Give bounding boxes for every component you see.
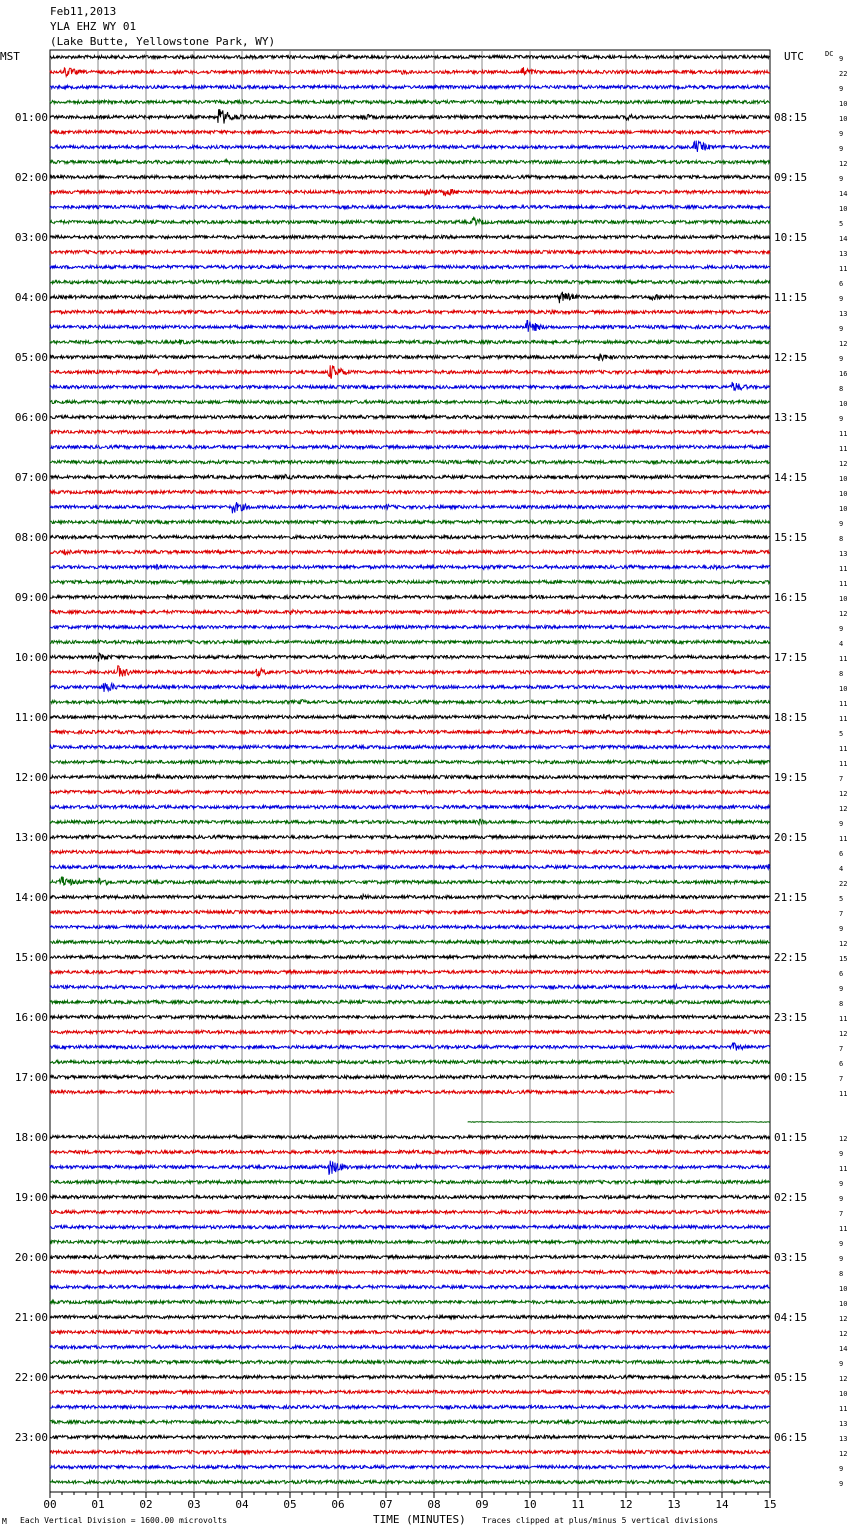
utc-hour-label: 01:15 xyxy=(774,1131,808,1144)
dc-offset-value: 15 xyxy=(839,955,848,963)
x-tick-label: 10 xyxy=(523,1498,537,1511)
trace-line xyxy=(50,666,770,677)
trace-line xyxy=(50,805,770,808)
trace-line xyxy=(50,1240,770,1243)
utc-hour-label: 03:15 xyxy=(774,1251,808,1264)
dc-offset-value: 12 xyxy=(839,940,848,948)
right-timezone-label: UTC xyxy=(784,50,804,63)
dc-offset-value: 10 xyxy=(839,1390,848,1398)
mst-hour-label: 06:00 xyxy=(14,411,48,424)
trace-line xyxy=(50,490,770,493)
x-tick-label: 04 xyxy=(235,1498,249,1511)
trace-line xyxy=(50,1090,674,1093)
trace-line xyxy=(50,683,770,692)
dc-offset-value: 13 xyxy=(839,310,848,318)
dc-offset-value: 10 xyxy=(839,685,848,693)
dc-offset-value: 4 xyxy=(839,865,844,873)
utc-hour-label: 08:15 xyxy=(774,111,808,124)
mst-hour-label: 01:00 xyxy=(14,111,48,124)
dc-offset-value: 8 xyxy=(839,1270,844,1278)
trace-line xyxy=(50,218,770,225)
dc-column-header: DC xyxy=(825,50,834,58)
trace-line xyxy=(50,1420,770,1423)
trace-line xyxy=(50,321,770,332)
trace-line xyxy=(50,985,770,990)
trace-line xyxy=(50,745,770,748)
utc-hour-label: 11:15 xyxy=(774,291,808,304)
trace-line xyxy=(50,1043,770,1051)
trace-line xyxy=(50,850,770,853)
trace-line xyxy=(50,835,770,839)
dc-offset-value: 9 xyxy=(839,145,844,153)
mst-hour-label: 12:00 xyxy=(14,771,48,784)
dc-offset-value: 11 xyxy=(839,1090,848,1098)
dc-offset-value: 11 xyxy=(839,760,848,768)
trace-line xyxy=(50,235,770,238)
x-tick-label: 06 xyxy=(331,1498,345,1511)
station-location: (Lake Butte, Yellowstone Park, WY) xyxy=(50,35,276,48)
trace-line xyxy=(50,189,770,196)
dc-offset-value: 9 xyxy=(839,1480,844,1488)
dc-offset-value: 10 xyxy=(839,1300,848,1308)
dc-offset-value: 11 xyxy=(839,1165,848,1173)
dc-offset-value: 11 xyxy=(839,445,848,453)
trace-line xyxy=(50,159,770,164)
mst-hour-label: 22:00 xyxy=(14,1371,48,1384)
dc-offset-value: 10 xyxy=(839,505,848,513)
dc-offset-value: 9 xyxy=(839,1360,844,1368)
dc-offset-value: 12 xyxy=(839,790,848,798)
dc-offset-value: 5 xyxy=(839,895,844,903)
x-tick-label: 12 xyxy=(619,1498,633,1511)
dc-offset-value: 11 xyxy=(839,265,848,273)
trace-line xyxy=(50,1030,770,1033)
trace-line xyxy=(50,1255,770,1258)
dc-offset-value: 22 xyxy=(839,70,848,78)
trace-line xyxy=(50,265,770,268)
trace-line xyxy=(50,640,770,643)
trace-line xyxy=(50,1225,770,1228)
dc-offset-value: 12 xyxy=(839,160,848,168)
trace-line xyxy=(50,1000,770,1003)
x-tick-label: 01 xyxy=(91,1498,105,1511)
trace-line xyxy=(50,760,770,763)
trace-line xyxy=(50,130,770,133)
trace-line xyxy=(50,1195,770,1199)
mst-hour-label: 09:00 xyxy=(14,591,48,604)
trace-line xyxy=(50,1150,770,1153)
mst-hour-label: 05:00 xyxy=(14,351,48,364)
dc-offset-value: 9 xyxy=(839,355,844,363)
dc-offset-value: 9 xyxy=(839,325,844,333)
dc-offset-value: 9 xyxy=(839,1150,844,1158)
dc-offset-value: 13 xyxy=(839,1435,848,1443)
mst-hour-label: 14:00 xyxy=(14,891,48,904)
trace-line xyxy=(50,1435,770,1438)
trace-line xyxy=(50,1075,770,1078)
dc-offset-value: 12 xyxy=(839,1135,848,1143)
trace-line xyxy=(50,1465,770,1468)
scale-note: Each Vertical Division = 1600.00 microvolts xyxy=(20,1516,228,1525)
utc-hour-label: 17:15 xyxy=(774,651,808,664)
trace-line xyxy=(50,1390,770,1393)
plot-date: Feb11,2013 xyxy=(50,5,117,18)
trace-line xyxy=(50,100,770,103)
dc-offset-value: 9 xyxy=(839,520,844,528)
trace-line xyxy=(50,400,770,404)
mst-hour-label: 19:00 xyxy=(14,1191,48,1204)
dc-offset-value: 9 xyxy=(839,1255,844,1263)
trace-line xyxy=(50,520,770,523)
trace-line xyxy=(50,1270,770,1273)
dc-offset-value: 9 xyxy=(839,55,844,63)
utc-hour-label: 06:15 xyxy=(774,1431,808,1444)
corner-mark: M xyxy=(2,1517,7,1526)
dc-offset-value: 9 xyxy=(839,820,844,828)
trace-line xyxy=(50,445,770,449)
trace-line xyxy=(50,109,770,124)
trace-line xyxy=(50,1450,770,1453)
dc-offset-value: 8 xyxy=(839,535,844,543)
utc-hour-label: 02:15 xyxy=(774,1191,808,1204)
dc-offset-value: 6 xyxy=(839,970,844,978)
trace-line xyxy=(50,549,770,554)
dc-offset-value: 7 xyxy=(839,775,844,783)
dc-offset-value: 13 xyxy=(839,1420,848,1428)
dc-offset-value: 12 xyxy=(839,340,848,348)
dc-offset-value: 9 xyxy=(839,175,844,183)
x-tick-label: 07 xyxy=(379,1498,393,1511)
trace-line xyxy=(50,970,770,973)
dc-offset-value: 6 xyxy=(839,850,844,858)
dc-offset-value: 13 xyxy=(839,250,848,258)
dc-offset-value: 12 xyxy=(839,1315,848,1323)
dc-offset-value: 10 xyxy=(839,205,848,213)
x-tick-label: 11 xyxy=(571,1498,585,1511)
dc-offset-value: 11 xyxy=(839,580,848,588)
dc-offset-value: 9 xyxy=(839,130,844,138)
utc-hour-label: 12:15 xyxy=(774,351,808,364)
dc-offset-value: 22 xyxy=(839,880,848,888)
trace-line xyxy=(50,535,770,539)
x-tick-label: 05 xyxy=(283,1498,297,1511)
dc-offset-value: 7 xyxy=(839,910,844,918)
trace-line xyxy=(50,819,770,824)
trace-line xyxy=(50,1375,770,1378)
x-tick-label: 09 xyxy=(475,1498,489,1511)
mst-hour-label: 08:00 xyxy=(14,531,48,544)
dc-offset-value: 11 xyxy=(839,1225,848,1233)
mst-hour-label: 16:00 xyxy=(14,1011,48,1024)
trace-line xyxy=(50,595,770,599)
dc-offset-value: 9 xyxy=(839,985,844,993)
x-tick-label: 08 xyxy=(427,1498,441,1511)
dc-offset-value: 11 xyxy=(839,745,848,753)
trace-line xyxy=(50,610,770,615)
clip-note: Traces clipped at plus/minus 5 vertical divisions xyxy=(482,1516,719,1525)
trace-line xyxy=(50,940,770,944)
trace-line xyxy=(50,1480,770,1483)
x-tick-label: 00 xyxy=(43,1498,57,1511)
trace-line xyxy=(50,85,770,88)
trace-line xyxy=(468,1122,770,1123)
dc-offset-value: 9 xyxy=(839,625,844,633)
trace-line xyxy=(50,1015,770,1018)
dc-offset-value: 11 xyxy=(839,715,848,723)
mst-hour-label: 17:00 xyxy=(14,1071,48,1084)
trace-line xyxy=(50,565,770,570)
trace-line xyxy=(50,925,770,928)
trace-line xyxy=(50,714,770,720)
mst-hour-label: 13:00 xyxy=(14,831,48,844)
mst-hour-label: 23:00 xyxy=(14,1431,48,1444)
dc-offset-value: 7 xyxy=(839,1075,844,1083)
dc-offset-value: 11 xyxy=(839,835,848,843)
mst-hour-label: 02:00 xyxy=(14,171,48,184)
utc-hour-label: 04:15 xyxy=(774,1311,808,1324)
utc-hour-label: 22:15 xyxy=(774,951,808,964)
utc-hour-label: 14:15 xyxy=(774,471,808,484)
trace-line xyxy=(50,1300,770,1303)
dc-offset-value: 10 xyxy=(839,100,848,108)
trace-line xyxy=(50,460,770,463)
trace-line xyxy=(50,1315,770,1318)
trace-line xyxy=(50,730,770,733)
utc-hour-label: 23:15 xyxy=(774,1011,808,1024)
mst-hour-label: 10:00 xyxy=(14,651,48,664)
trace-line xyxy=(50,382,770,391)
utc-hour-label: 18:15 xyxy=(774,711,808,724)
mst-hour-label: 15:00 xyxy=(14,951,48,964)
trace-line xyxy=(50,1135,770,1138)
dc-offset-value: 16 xyxy=(839,370,848,378)
dc-offset-value: 11 xyxy=(839,1405,848,1413)
trace-line xyxy=(50,141,770,152)
mst-hour-label: 21:00 xyxy=(14,1311,48,1324)
dc-offset-value: 10 xyxy=(839,475,848,483)
dc-offset-value: 14 xyxy=(839,235,848,243)
trace-line xyxy=(50,1285,770,1288)
dc-offset-value: 8 xyxy=(839,385,844,393)
dc-offset-value: 13 xyxy=(839,550,848,558)
trace-line xyxy=(50,430,770,433)
mst-hour-label: 03:00 xyxy=(14,231,48,244)
dc-offset-value: 10 xyxy=(839,115,848,123)
dc-offset-value: 9 xyxy=(839,295,844,303)
trace-line xyxy=(50,250,770,253)
trace-line xyxy=(50,895,770,900)
dc-offset-value: 12 xyxy=(839,1330,848,1338)
utc-hour-label: 15:15 xyxy=(774,531,808,544)
trace-line xyxy=(50,205,770,208)
utc-hour-label: 21:15 xyxy=(774,891,808,904)
utc-hour-label: 10:15 xyxy=(774,231,808,244)
utc-hour-label: 16:15 xyxy=(774,591,808,604)
dc-offset-value: 9 xyxy=(839,1180,844,1188)
trace-line xyxy=(50,790,770,794)
trace-line xyxy=(50,280,770,283)
trace-line xyxy=(50,67,770,76)
dc-offset-value: 9 xyxy=(839,1240,844,1248)
mst-hour-label: 04:00 xyxy=(14,291,48,304)
dc-offset-value: 8 xyxy=(839,1000,844,1008)
trace-line xyxy=(50,474,770,479)
trace-line xyxy=(50,864,770,869)
dc-offset-value: 12 xyxy=(839,805,848,813)
dc-offset-value: 9 xyxy=(839,415,844,423)
trace-line xyxy=(50,1161,770,1175)
utc-hour-label: 20:15 xyxy=(774,831,808,844)
dc-offset-value: 8 xyxy=(839,670,844,678)
trace-line xyxy=(50,1345,770,1348)
mst-hour-label: 07:00 xyxy=(14,471,48,484)
trace-line xyxy=(50,55,770,58)
utc-hour-label: 05:15 xyxy=(774,1371,808,1384)
station-id: YLA EHZ WY 01 xyxy=(50,20,137,33)
dc-offset-value: 9 xyxy=(839,1465,844,1473)
dc-offset-value: 11 xyxy=(839,430,848,438)
dc-offset-value: 6 xyxy=(839,1060,844,1068)
trace-line xyxy=(50,910,770,913)
x-tick-label: 14 xyxy=(715,1498,729,1511)
mst-hour-label: 18:00 xyxy=(14,1131,48,1144)
x-tick-label: 13 xyxy=(667,1498,681,1511)
dc-offset-value: 10 xyxy=(839,490,848,498)
dc-offset-value: 10 xyxy=(839,595,848,603)
trace-line xyxy=(50,1405,770,1408)
dc-offset-value: 7 xyxy=(839,1210,844,1218)
utc-hour-label: 09:15 xyxy=(774,171,808,184)
dc-offset-value: 11 xyxy=(839,565,848,573)
trace-line xyxy=(50,502,770,513)
trace-line xyxy=(50,625,770,628)
dc-offset-value: 9 xyxy=(839,925,844,933)
dc-offset-value: 9 xyxy=(839,1195,844,1203)
dc-offset-value: 12 xyxy=(839,610,848,618)
utc-hour-label: 00:15 xyxy=(774,1071,808,1084)
dc-offset-value: 4 xyxy=(839,640,844,648)
trace-line xyxy=(50,580,770,583)
trace-line xyxy=(50,310,770,314)
dc-offset-value: 10 xyxy=(839,400,848,408)
trace-line xyxy=(50,339,770,344)
trace-line xyxy=(50,175,770,178)
dc-offset-value: 7 xyxy=(839,1045,844,1053)
trace-line xyxy=(50,700,770,704)
utc-hour-label: 19:15 xyxy=(774,771,808,784)
trace-line xyxy=(50,774,770,779)
trace-line xyxy=(50,415,770,418)
trace-line xyxy=(50,955,770,958)
dc-offset-value: 14 xyxy=(839,190,848,198)
trace-line xyxy=(50,1060,770,1063)
dc-offset-value: 12 xyxy=(839,1450,848,1458)
utc-hour-label: 13:15 xyxy=(774,411,808,424)
trace-line xyxy=(50,1330,770,1333)
dc-offset-value: 9 xyxy=(839,85,844,93)
dc-offset-value: 12 xyxy=(839,1030,848,1038)
dc-offset-value: 11 xyxy=(839,700,848,708)
dc-offset-value: 12 xyxy=(839,1375,848,1383)
dc-offset-value: 6 xyxy=(839,280,844,288)
trace-line xyxy=(50,877,770,886)
dc-offset-value: 11 xyxy=(839,655,848,663)
trace-line xyxy=(50,653,770,661)
dc-offset-value: 14 xyxy=(839,1345,848,1353)
left-timezone-label: MST xyxy=(0,50,20,63)
mst-hour-label: 11:00 xyxy=(14,711,48,724)
dc-offset-value: 12 xyxy=(839,460,848,468)
trace-line xyxy=(50,1180,770,1183)
x-tick-label: 02 xyxy=(139,1498,153,1511)
trace-line xyxy=(50,1360,770,1363)
dc-offset-value: 10 xyxy=(839,1285,848,1293)
x-tick-label: 03 xyxy=(187,1498,201,1511)
trace-line xyxy=(50,1210,770,1213)
x-tick-label: 15 xyxy=(763,1498,777,1511)
mst-hour-label: 20:00 xyxy=(14,1251,48,1264)
dc-offset-value: 5 xyxy=(839,220,844,228)
trace-line xyxy=(50,354,770,361)
dc-offset-value: 5 xyxy=(839,730,844,738)
trace-line xyxy=(50,365,770,378)
trace-line xyxy=(50,292,770,303)
dc-offset-value: 11 xyxy=(839,1015,848,1023)
x-axis-label: TIME (MINUTES) xyxy=(373,1513,466,1526)
